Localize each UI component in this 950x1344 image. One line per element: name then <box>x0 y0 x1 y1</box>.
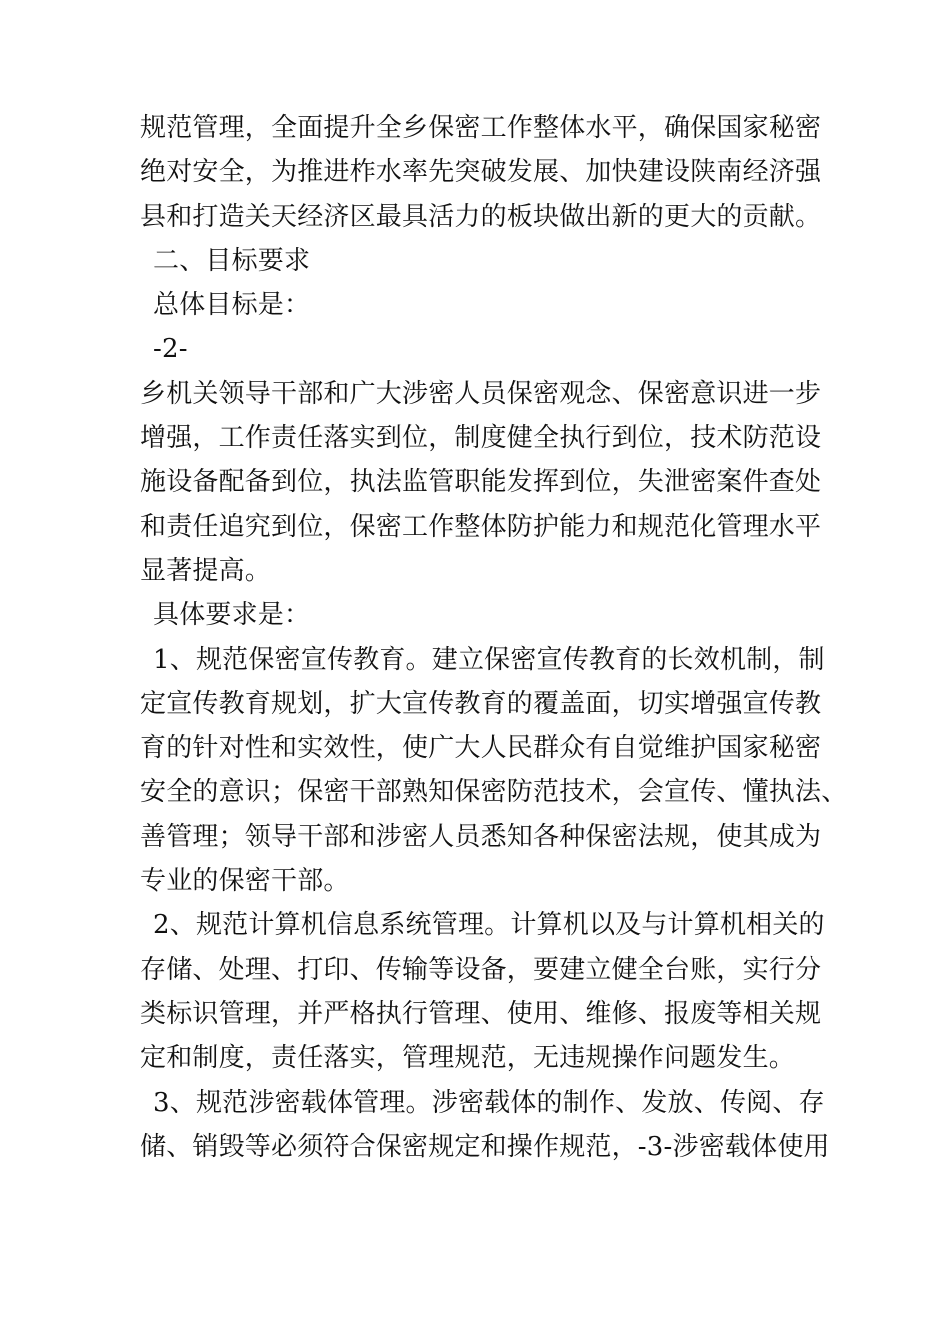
text-line: 安全的意识；保密干部熟知保密防范技术，会宣传、懂执法、 <box>140 777 848 808</box>
text-line: 施设备配备到位，执法监管职能发挥到位，失泄密案件查处 <box>140 467 822 498</box>
text-line: 2、规范计算机信息系统管理。计算机以及与计算机相关的 <box>153 910 825 941</box>
text-line: 育的针对性和实效性，使广大人民群众有自觉维护国家秘密 <box>140 733 822 764</box>
text-line: 定宣传教育规划，扩大宣传教育的覆盖面，切实增强宣传教 <box>140 688 822 719</box>
text-line: 专业的保密干部。 <box>140 866 350 897</box>
page-number: -2- <box>153 334 188 365</box>
text-line: 增强，工作责任落实到位，制度健全执行到位，技术防范设 <box>140 423 822 454</box>
document-body <box>140 106 848 1169</box>
text-line: 绝对安全，为推进柞水率先突破发展、加快建设陕南经济强 <box>140 157 822 188</box>
section-heading: 二、目标要求 <box>153 245 311 276</box>
text-line: 1、规范保密宣传教育。建立保密宣传教育的长效机制，制 <box>153 644 825 675</box>
text-line: 存储、处理、打印、传输等设备，要建立健全台账，实行分 <box>140 954 822 985</box>
text-line: 定和制度，责任落实，管理规范，无违规操作问题发生。 <box>140 1043 796 1074</box>
text-line: 乡机关领导干部和广大涉密人员保密观念、保密意识进一步 <box>140 378 822 409</box>
text-line: 储、销毁等必须符合保密规定和操作规范，-3-涉密载体使用 <box>140 1131 830 1162</box>
text-line: 具体要求是： <box>153 600 311 631</box>
text-line: 规范管理，全面提升全乡保密工作整体水平，确保国家秘密 <box>140 113 822 143</box>
text-line: 3、规范涉密载体管理。涉密载体的制作、发放、传阅、存 <box>153 1087 825 1118</box>
text-line: 县和打造关天经济区最具活力的板块做出新的更大的贡献。 <box>140 201 822 232</box>
text-line: 和责任追究到位，保密工作整体防护能力和规范化管理水平 <box>140 511 822 542</box>
text-line: 善管理；领导干部和涉密人员悉知各种保密法规，使其成为 <box>140 821 822 852</box>
text-line: 显著提高。 <box>140 555 272 586</box>
text-line: 总体目标是： <box>153 290 311 321</box>
text-line: 类标识管理，并严格执行管理、使用、维修、报废等相关规 <box>140 998 822 1029</box>
